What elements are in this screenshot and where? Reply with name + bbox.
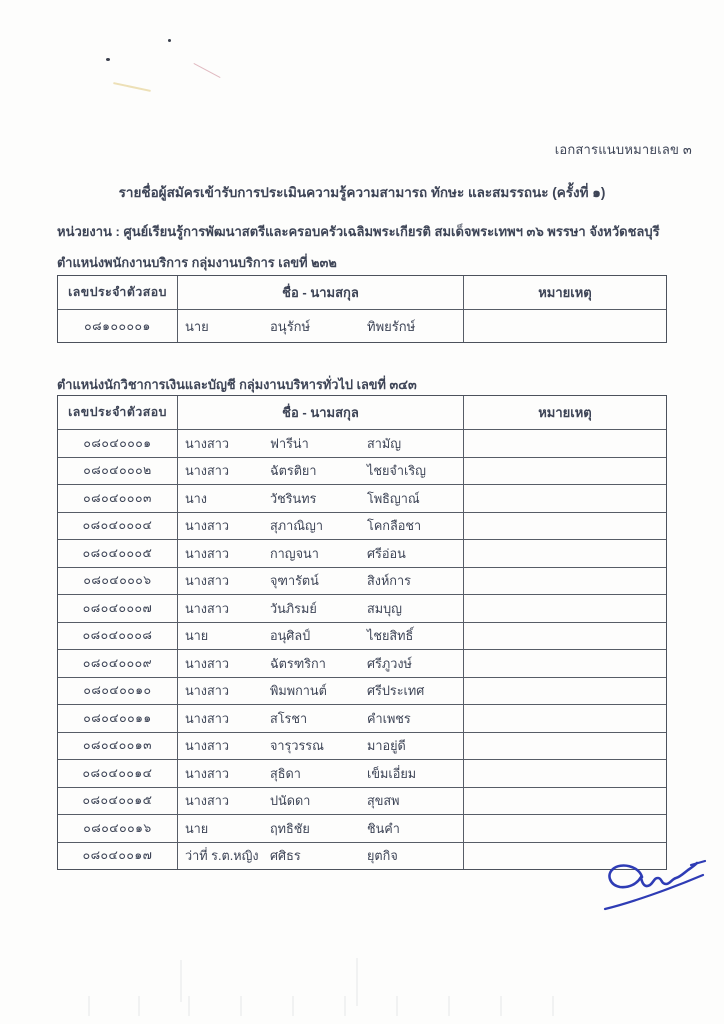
exam-id: ๐๘๐๔๐๐๑๐ xyxy=(83,683,152,698)
table-row xyxy=(58,539,666,567)
name-title: นางสาว xyxy=(185,519,229,534)
document-title: รายชื่อผู้สมัครเข้ารับการประเมินความรู้ความสามารถ ทักษะ และสมรรถนะ (ครั้งที่ ๑) xyxy=(118,185,606,200)
note-cell xyxy=(463,650,666,677)
scan-speck xyxy=(106,58,110,61)
header-exam-id: เลขประจำตัวสอบ xyxy=(68,405,167,419)
table-row xyxy=(58,759,666,787)
exam-id: ๐๘๐๔๐๐๑๕ xyxy=(82,793,153,808)
name-title: นางสาว xyxy=(185,436,229,451)
note-cell xyxy=(463,705,666,732)
last-name: สมบุญ xyxy=(367,601,402,616)
note-cell xyxy=(463,458,666,485)
first-name: พิมพกานต์ xyxy=(270,684,327,699)
note-cell xyxy=(463,678,666,705)
name-title: นางสาว xyxy=(185,601,229,616)
header-name: ชื่อ - นามสกุล xyxy=(177,276,463,309)
note-cell xyxy=(463,513,666,540)
header-exam-id: เลขประจำตัวสอบ xyxy=(68,285,167,299)
name-title: นางสาว xyxy=(185,464,229,479)
header-name: ชื่อ - นามสกุล xyxy=(177,396,463,429)
table-row xyxy=(58,457,666,485)
bleed-through-artifact xyxy=(396,996,398,1016)
last-name: ศรีอ่อน xyxy=(367,546,406,561)
scan-smudge-mark xyxy=(113,82,151,92)
exam-id: ๐๘๐๔๐๐๐๑ xyxy=(83,435,152,450)
note-cell xyxy=(463,540,666,567)
name-cell xyxy=(177,540,463,567)
name-cell xyxy=(177,595,463,622)
exam-id: ๐๘๑๐๐๐๐๑ xyxy=(84,318,151,333)
exam-id: ๐๘๐๔๐๐๐๒ xyxy=(83,463,152,478)
name-cell xyxy=(177,650,463,677)
name-title: นาง xyxy=(185,491,207,506)
note-cell xyxy=(463,310,666,342)
table-row xyxy=(58,429,666,457)
table-row xyxy=(58,309,666,342)
last-name: ศรีภูวงษ์ xyxy=(367,656,412,671)
bleed-through-artifact xyxy=(344,996,346,1016)
exam-id: ๐๘๐๔๐๐๑๖ xyxy=(83,820,152,835)
name-cell xyxy=(177,760,463,787)
table-row xyxy=(58,649,666,677)
name-title: นางสาว xyxy=(185,766,229,781)
last-name: โคกลือชา xyxy=(367,519,422,534)
last-name: ชินคำ xyxy=(367,821,400,836)
name-title: นาย xyxy=(185,821,209,836)
name-cell xyxy=(177,485,463,512)
table-row xyxy=(58,512,666,540)
table-row xyxy=(58,484,666,512)
table-row xyxy=(58,787,666,815)
note-cell xyxy=(463,623,666,650)
note-cell xyxy=(463,733,666,760)
exam-id: ๐๘๐๔๐๐๐๓ xyxy=(83,490,152,505)
agency-line: หน่วยงาน : ศูนย์เรียนรู้การพัฒนาสตรีและครอบครัวเฉลิมพระเกียรติ สมเด็จพระเทพฯ ๓๖ พรรษา จังหวัดชลบุรี xyxy=(57,224,660,239)
name-cell xyxy=(177,513,463,540)
note-cell xyxy=(463,568,666,595)
first-name: จุฑารัตน์ xyxy=(270,574,319,589)
name-title: นางสาว xyxy=(185,684,229,699)
bleed-through-artifact xyxy=(240,996,242,1016)
first-name: ฉัตรติยา xyxy=(270,464,317,479)
table-finance-position xyxy=(57,395,667,870)
first-name: สุธิดา xyxy=(270,766,301,781)
note-cell xyxy=(463,430,666,457)
scan-scratch-mark xyxy=(194,63,221,78)
name-cell xyxy=(177,733,463,760)
bleed-through-artifact xyxy=(180,960,182,1002)
table-header-row xyxy=(58,276,666,309)
name-title: นางสาว xyxy=(185,794,229,809)
first-name: จารุวรรณ xyxy=(270,739,324,754)
table-row xyxy=(58,622,666,650)
first-name: อนุรักษ์ xyxy=(270,318,311,334)
first-name: สุภาณิญา xyxy=(270,519,323,534)
name-title: นางสาว xyxy=(185,546,229,561)
table-row xyxy=(58,704,666,732)
name-cell xyxy=(177,623,463,650)
last-name: สิงห์การ xyxy=(367,574,411,589)
scan-speck xyxy=(168,39,171,42)
exam-id: ๐๘๐๔๐๐๐๕ xyxy=(82,545,153,560)
table-row xyxy=(58,567,666,595)
name-cell xyxy=(177,458,463,485)
name-cell xyxy=(177,815,463,842)
last-name: เข็มเอี่ยม xyxy=(367,766,417,781)
first-name: วันภิรมย์ xyxy=(270,601,317,616)
last-name: ไชยสิทธิ์ xyxy=(367,629,414,644)
name-title: นางสาว xyxy=(185,739,229,754)
header-note: หมายเหตุ xyxy=(463,396,666,429)
bleed-through-artifact xyxy=(292,996,294,1016)
first-name: ปนัดดา xyxy=(270,794,311,809)
last-name: สามัญ xyxy=(367,436,402,451)
last-name: ไชยจำเริญ xyxy=(367,464,426,479)
name-title: นางสาว xyxy=(185,574,229,589)
attachment-number-label: เอกสารแนบหมายเลข ๓ xyxy=(554,142,692,157)
name-title: นาย xyxy=(185,318,209,334)
bleed-through-artifact xyxy=(500,996,502,1016)
last-name: ศรีประเทศ xyxy=(367,684,425,699)
name-cell xyxy=(177,568,463,595)
first-name: ศศิธร xyxy=(270,849,301,864)
table-row xyxy=(58,842,666,870)
bleed-through-artifact xyxy=(356,958,358,1006)
first-name: วัชรินทร xyxy=(270,491,317,506)
name-cell xyxy=(177,788,463,815)
exam-id: ๐๘๐๔๐๐๐๙ xyxy=(82,655,153,670)
name-title: นางสาว xyxy=(185,656,229,671)
name-title: นาย xyxy=(185,629,209,644)
last-name: มาอยู่ดี xyxy=(367,739,406,754)
last-name: คำเพชร xyxy=(367,711,411,726)
note-cell xyxy=(463,760,666,787)
note-cell xyxy=(463,595,666,622)
exam-id: ๐๘๐๔๐๐๐๖ xyxy=(83,573,152,588)
name-title: นางสาว xyxy=(185,711,229,726)
exam-id: ๐๘๐๔๐๐๑๑ xyxy=(83,710,152,725)
name-cell xyxy=(177,678,463,705)
table-service-position xyxy=(57,275,667,343)
first-name: ฉัตรฑริกา xyxy=(270,656,326,671)
exam-id: ๐๘๐๔๐๐๐๗ xyxy=(82,600,153,615)
first-name: ฤทธิชัย xyxy=(270,821,310,836)
handwritten-signature xyxy=(598,858,708,916)
table-row xyxy=(58,814,666,842)
name-cell xyxy=(177,430,463,457)
table-row xyxy=(58,594,666,622)
bleed-through-artifact xyxy=(88,996,90,1016)
last-name: สุขสพ xyxy=(367,794,400,809)
last-name: โพธิญาณ์ xyxy=(367,491,420,506)
bleed-through-artifact xyxy=(552,996,554,1016)
name-cell xyxy=(177,705,463,732)
first-name: กาญจนา xyxy=(270,546,319,561)
first-name: สโรชา xyxy=(270,711,308,726)
bleed-through-artifact xyxy=(138,996,140,1016)
exam-id: ๐๘๐๔๐๐๑๓ xyxy=(82,738,153,753)
name-title: ว่าที่ ร.ต.หญิง xyxy=(185,849,259,864)
bleed-through-artifact xyxy=(448,996,450,1016)
table-row xyxy=(58,677,666,705)
last-name: ทิพยรักษ์ xyxy=(367,318,416,334)
table-header-row xyxy=(58,396,666,429)
exam-id: ๐๘๐๔๐๐๐๘ xyxy=(82,628,153,643)
bleed-through-artifact xyxy=(188,996,190,1016)
note-cell xyxy=(463,788,666,815)
exam-id: ๐๘๐๔๐๐๑๗ xyxy=(82,848,153,863)
table1-position-caption: ตำแหน่งพนักงานบริการ กลุ่มงานบริการ เลขที่ ๒๓๒ xyxy=(57,255,337,270)
first-name: อนุศิลป์ xyxy=(270,629,311,644)
note-cell xyxy=(463,815,666,842)
note-cell xyxy=(463,485,666,512)
exam-id: ๐๘๐๔๐๐๐๔ xyxy=(82,518,153,533)
first-name: ฟารีน่า xyxy=(270,436,309,451)
table-row xyxy=(58,732,666,760)
table2-position-caption: ตำแหน่งนักวิชาการเงินและบัญชี กลุ่มงานบริหารทั่วไป เลขที่ ๓๔๓ xyxy=(57,377,417,392)
name-cell xyxy=(177,310,463,342)
last-name: ยุตกิจ xyxy=(367,849,398,864)
exam-id: ๐๘๐๔๐๐๑๔ xyxy=(82,765,153,780)
header-note: หมายเหตุ xyxy=(463,276,666,309)
name-cell xyxy=(177,843,463,870)
